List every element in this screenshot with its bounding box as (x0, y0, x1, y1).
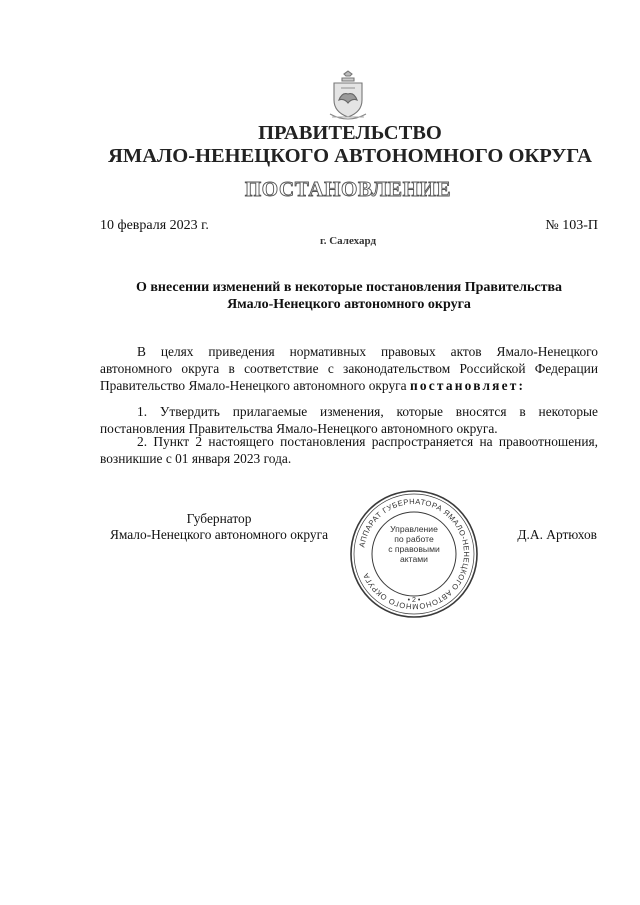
item-1-paragraph: 1. Утвердить прилагаемые изменения, которые вносятся в некоторые постановления Правительства Ямало-Ненецкого автономного округа. (100, 404, 598, 436)
document-type: ПОСТАНОВЛЕНИЕ (244, 177, 452, 201)
signer-position-line2: Ямало-Ненецкого автономного округа (109, 527, 329, 542)
document-title (100, 279, 598, 313)
decree-word: постановляет: (409, 378, 526, 393)
stamp-center-line1: Управление (390, 524, 438, 534)
document-number: № 103-П (545, 218, 598, 233)
preamble-paragraph (100, 343, 598, 394)
organization-name-line1: ПРАВИТЕЛЬСТВО (258, 122, 442, 144)
organization-name-line2: ЯМАЛО-НЕНЕЦКОГО АВТОНОМНОГО ОКРУГА (108, 145, 592, 167)
stamp-ring-text: АППАРАТ ГУБЕРНАТОРА ЯМАЛО-НЕНЕЦКОГО АВТОНОМНОГО ОКРУГА (357, 496, 472, 612)
stamp-center-text (382, 524, 446, 564)
document-city: г. Салехард (319, 235, 377, 247)
stamp-number: • 2 • (407, 597, 421, 604)
preamble-text: В целях приведения нормативных правовых актов Ямало-Ненецкого автономного округа в соответствие с законодательством Российской Федерации Правительство Ямало-Ненецкого автономного округа (100, 344, 598, 393)
signer-position-line1: Губернатор (186, 511, 252, 526)
document-title-line2: Ямало-Ненецкого автономного округа (227, 297, 471, 312)
signer-position (100, 511, 338, 543)
item-2-paragraph: 2. Пункт 2 настоящего постановления распространяется на правоотношения, возникшие с 01 января 2023 года. (100, 434, 598, 466)
stamp-center-line4: актами (400, 554, 428, 564)
document-date: 10 февраля 2023 г. (100, 218, 209, 233)
signer-name: Д.А. Артюхов (517, 527, 597, 542)
stamp-center-line3: с правовыми (388, 544, 440, 554)
stamp-center-line2: по работе (394, 534, 434, 544)
document-title-line1: О внесении изменений в некоторые постановления Правительства (135, 280, 563, 295)
coat-of-arms-icon (328, 70, 368, 122)
